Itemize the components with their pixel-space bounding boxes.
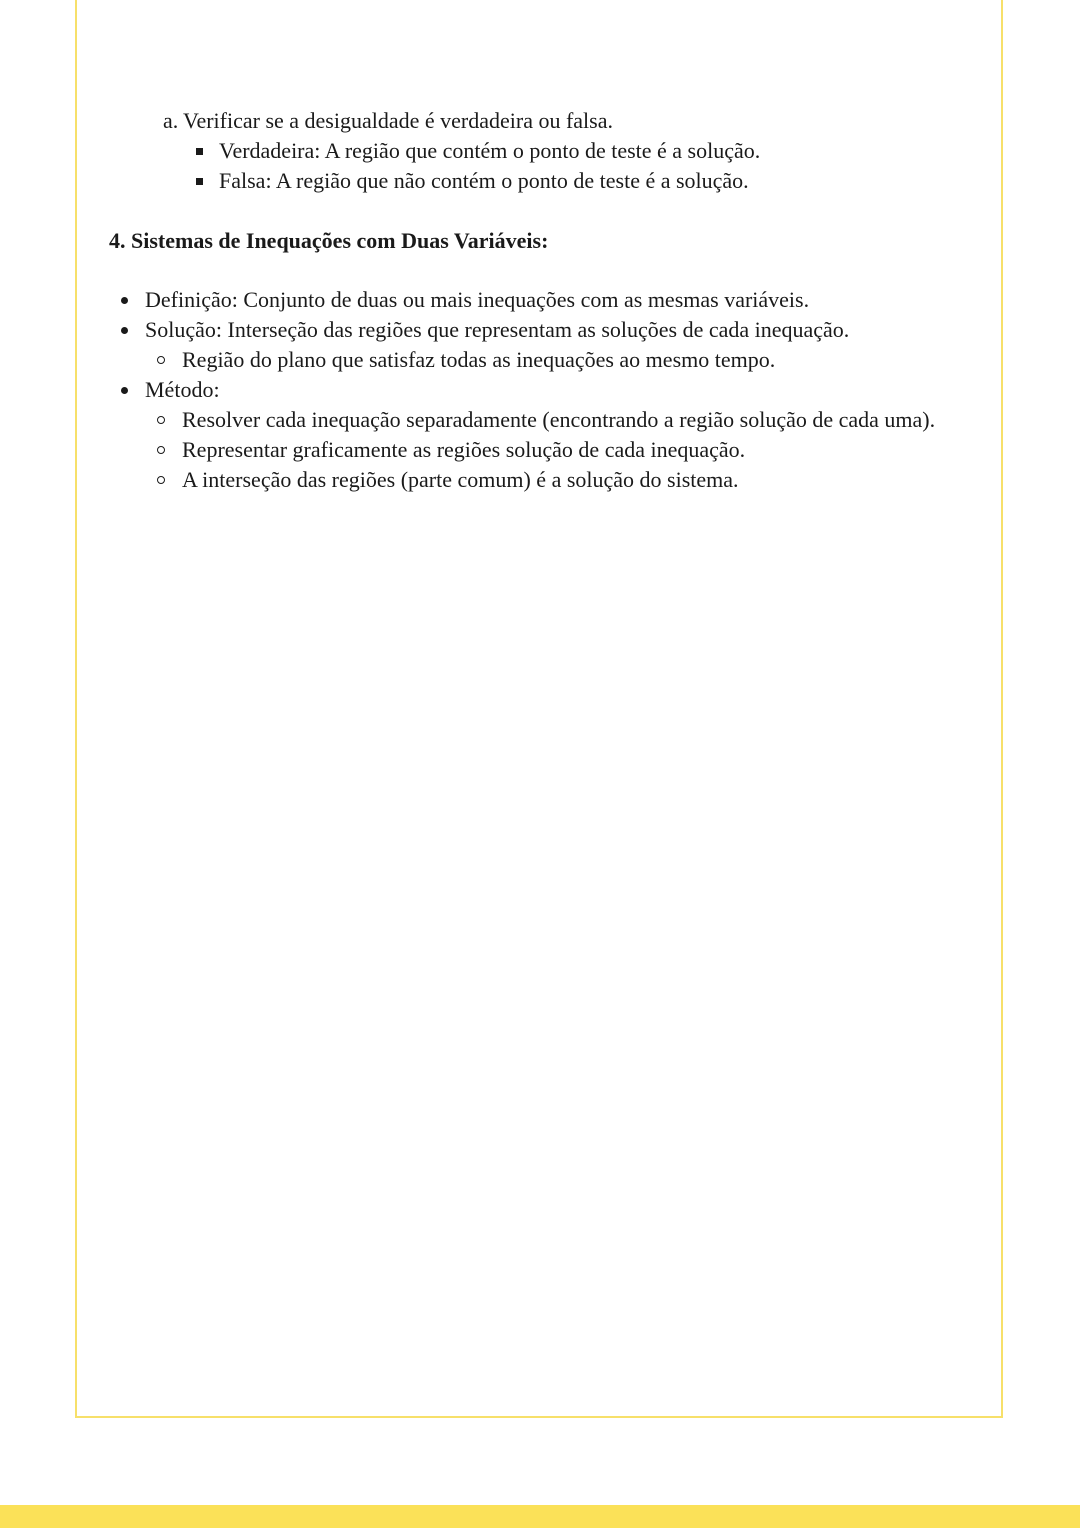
list-marker-a: a. [163, 108, 179, 133]
solucao-item: Solução: Interseção das regiões que representam as soluções de cada inequação. [145, 317, 850, 342]
square-bullet-icon [196, 178, 203, 185]
circle-bullet-icon [157, 476, 165, 484]
page-frame [75, 0, 1003, 1418]
square-bullet-icon [196, 148, 203, 155]
section-heading: 4. Sistemas de Inequações com Duas Variáveis: [109, 228, 549, 253]
metodo-subitem: Representar graficamente as regiões solução de cada inequação. [182, 437, 746, 462]
step-a-item-true: Verdadeira: A região que contém o ponto de teste é a solução. [219, 138, 761, 163]
metodo-subitem: A interseção das regiões (parte comum) é a solução do sistema. [182, 467, 739, 492]
metodo-item: Método: [145, 377, 220, 402]
step-a-item-false: Falsa: A região que não contém o ponto de teste é a solução. [219, 168, 749, 193]
solucao-subitem: Região do plano que satisfaz todas as inequações ao mesmo tempo. [182, 347, 776, 372]
bullet-icon [121, 387, 128, 394]
definicao-item: Definição: Conjunto de duas ou mais inequações com as mesmas variáveis. [145, 287, 810, 312]
circle-bullet-icon [157, 356, 165, 364]
bullet-icon [121, 327, 128, 334]
step-a-text: Verificar se a desigualdade é verdadeira ou falsa. [183, 108, 613, 133]
bullet-icon [121, 297, 128, 304]
circle-bullet-icon [157, 416, 165, 424]
circle-bullet-icon [157, 446, 165, 454]
footer-bar [0, 1505, 1080, 1528]
metodo-subitem: Resolver cada inequação separadamente (encontrando a região solução de cada uma). [182, 407, 936, 432]
